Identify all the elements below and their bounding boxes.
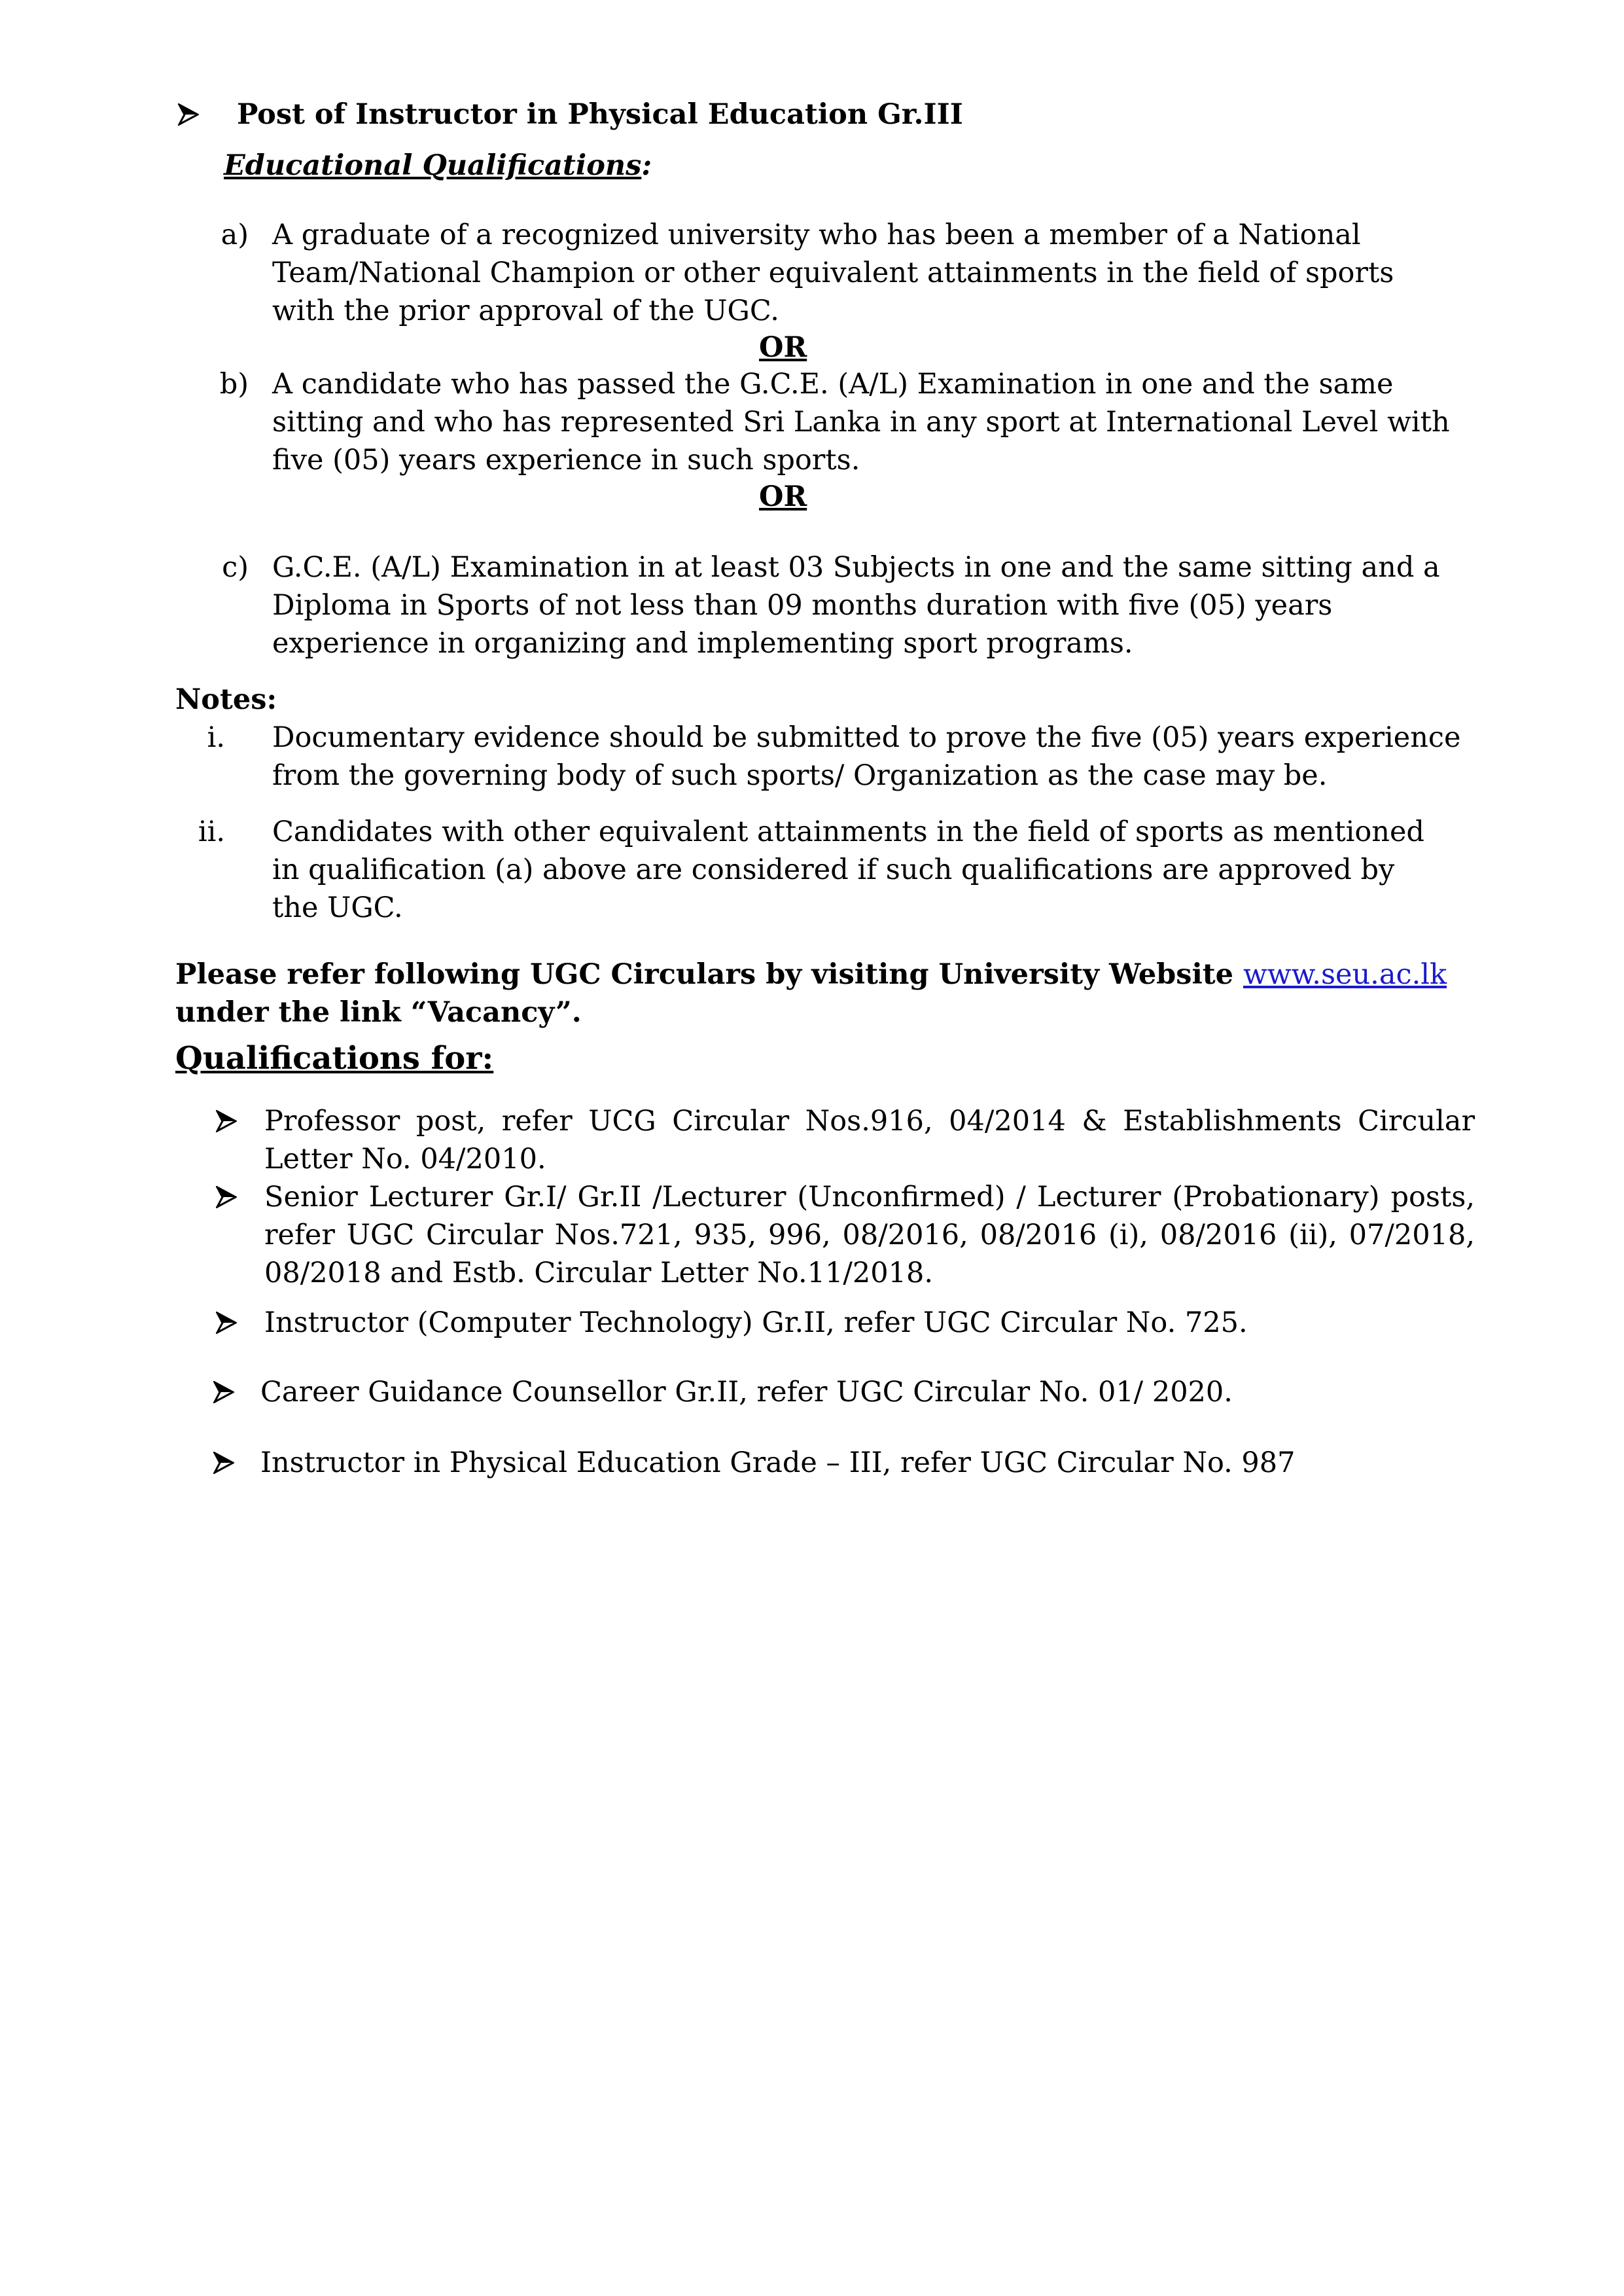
or-separator-1: OR [759, 331, 807, 364]
arrow-bullet-icon [216, 1110, 237, 1132]
note-i-text: Documentary evidence should be submitted to prove the five (05) years experience from the governing body of such sports/ Organization as the case may be. [272, 721, 1461, 792]
qualification-item-physical-education: Instructor in Physical Education Grade – III, refer UGC Circular No. 987 [260, 1446, 1296, 1479]
arrow-bullet-icon [213, 1452, 234, 1474]
or-separator-2: OR [759, 480, 807, 513]
refer-paragraph [175, 956, 1477, 1031]
qualification-item-career-guidance: Career Guidance Counsellor Gr.II, refer UGC Circular No. 01/ 2020. [260, 1376, 1233, 1408]
refer-suffix: under the link “Vacancy”. [175, 996, 582, 1029]
notes-heading: Notes: [175, 683, 277, 716]
item-a-text: A graduate of a recognized university who has been a member of a National Team/National Champion or other equivalent attainments in the field of sports with the prior approval of the UGC. [272, 219, 1394, 327]
qualification-item-professor: Professor post, refer UCG Circular Nos.916, 04/2014 & Establishments Circular Letter No. 04/2010. [264, 1105, 1475, 1175]
arrow-bullet-icon [216, 1312, 237, 1334]
university-website-link[interactable]: www.seu.ac.lk [1243, 958, 1447, 991]
arrow-bullet-icon [216, 1186, 237, 1208]
item-a-label: a) [221, 219, 249, 251]
note-ii-label: ii. [198, 816, 225, 848]
section-heading-colon: : [641, 149, 652, 182]
section-heading [224, 147, 652, 185]
item-b-label: b) [219, 368, 249, 401]
item-c-label: c) [222, 551, 249, 584]
post-title: Post of Instructor in Physical Education Gr.III [237, 98, 963, 131]
note-i-label: i. [207, 721, 225, 754]
qualification-item-instructor-computer: Instructor (Computer Technology) Gr.II, refer UGC Circular No. 725. [264, 1306, 1248, 1339]
qualification-item-senior-lecturer: Senior Lecturer Gr.I/ Gr.II /Lecturer (Unconfirmed) / Lecturer (Probationary) posts, refer UGC Circular Nos.721, 935, 996, 08/2016, 08/2016 (i), 08/2016 (ii), 07/2018, 08/2018 and Estb. Circular Letter No.11/2018. [264, 1181, 1475, 1289]
arrow-bullet-icon [178, 103, 199, 126]
qualifications-heading: Qualifications for: [175, 1040, 494, 1077]
note-ii-text: Candidates with other equivalent attainments in the field of sports as mentioned in qualification (a) above are considered if such qualifications are approved by the UGC. [272, 816, 1424, 924]
section-heading-text: Educational Qualifications [224, 149, 642, 182]
item-b-text: A candidate who has passed the G.C.E. (A/L) Examination in one and the same sitting and who has represented Sri Lanka in any sport at International Level with five (05) years experience in such sports. [272, 368, 1450, 476]
item-c-text: G.C.E. (A/L) Examination in at least 03 Subjects in one and the same sitting and a Diploma in Sports of not less than 09 months duration with five (05) years experience in organizing and implementing sport programs. [272, 551, 1440, 660]
refer-prefix: Please refer following UGC Circulars by visiting University Website [175, 958, 1243, 991]
arrow-bullet-icon [213, 1381, 234, 1403]
